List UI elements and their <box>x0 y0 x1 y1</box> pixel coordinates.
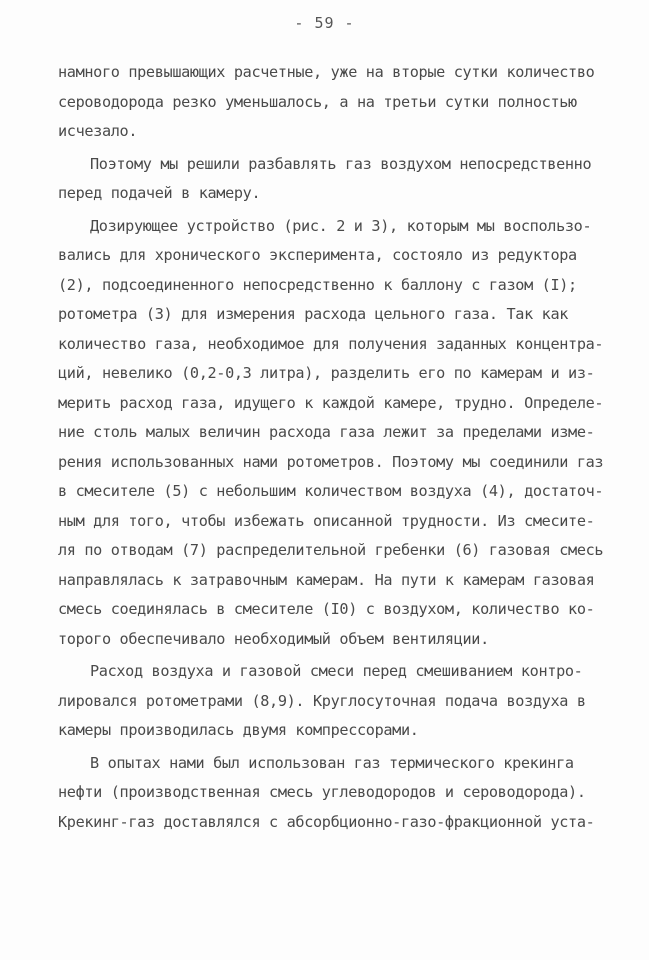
paragraph-first-line: Дозирующее устройство (рис. 2 и 3), которым мы воспользо- <box>90 216 592 235</box>
text-line: рения использованных нами ротометров. Поэтому мы соединили газ <box>58 452 604 471</box>
body-text <box>58 58 604 837</box>
text-line: торого обеспечивало необходимый объем вентиляции. <box>58 629 489 648</box>
text-line: нефти (производственная смесь углеводородов и сероводорода). <box>58 783 586 801</box>
text-line: перед подачей в камеру. <box>58 184 261 202</box>
paragraph-first-line: В опытах нами был использован газ термического крекинга <box>90 753 574 772</box>
text-line: (2), подсоединенного непосредственно к баллону с газом (I); <box>58 275 577 294</box>
text-line: сероводорода резко уменьшалось, а на третьи сутки полностью <box>58 92 577 111</box>
text-line: ние столь малых величин расхода газа лежит за пределами изме- <box>58 423 595 441</box>
paragraph-first-line: Поэтому мы решили разбавлять газ воздухом непосредственно <box>90 154 592 173</box>
text-line: ротометра (3) для измерения расхода цельного газа. Так как <box>58 305 569 323</box>
text-line: количество газа, необходимое для получения заданных концентра- <box>58 334 604 353</box>
text-line: ля по отводам (7) распределительной гребенки (6) газовая смесь <box>58 541 604 559</box>
paragraph-first-line: Расход воздуха и газовой смеси перед смешиванием контро- <box>90 662 583 680</box>
page-number: - 59 - <box>294 14 355 32</box>
text-line: ным для того, чтобы избежать описанной трудности. Из смесите- <box>58 511 595 530</box>
text-line: Крекинг-газ доставлялся с абсорбционно-газо-фракционной уста- <box>58 812 595 831</box>
text-line: направлялась к затравочным камерам. На пути к камерам газовая <box>58 570 595 589</box>
text-line: лировался ротометрами (8,9). Круглосуточная подача воздуха в <box>58 691 586 710</box>
text-line: намного превышающих расчетные, уже на вторые сутки количество <box>58 63 595 81</box>
text-line: исчезало. <box>58 122 138 140</box>
text-line: мерить расход газа, идущего к каждой камере, трудно. Определе- <box>58 393 604 412</box>
text-line: камеры производилась двумя компрессорами. <box>58 721 419 739</box>
text-line: смесь соединялась в смесителе (I0) с воздухом, количество ко- <box>58 600 595 618</box>
text-line: вались для хронического эксперимента, состояло из редуктора <box>58 246 577 264</box>
text-line: ций, невелико (0,2-0,3 литра), разделить его по камерам и из- <box>58 364 595 382</box>
text-line: в смесителе (5) с небольшим количеством воздуха (4), достаточ- <box>58 482 604 500</box>
